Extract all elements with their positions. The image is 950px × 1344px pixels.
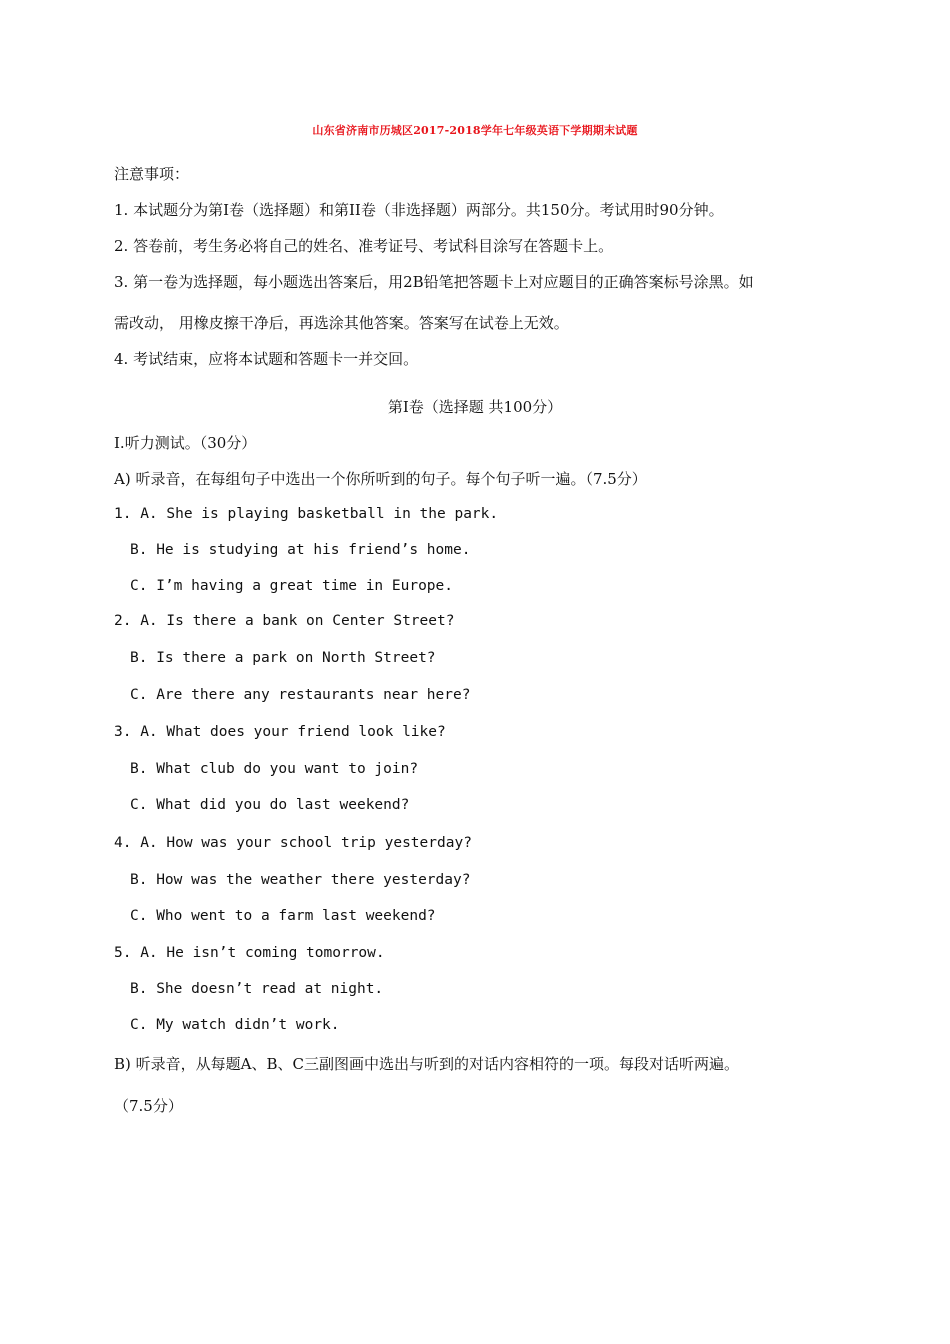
question-2-option-b: B. Is there a park on North Street? bbox=[130, 650, 436, 666]
question-5-option-a: 5. A. He isn’t coming tomorrow. bbox=[114, 945, 385, 961]
note-4: 4. 考试结束，应将本试题和答题卡一并交回。 bbox=[114, 350, 419, 368]
question-5-option-b: B. She doesn’t read at night. bbox=[130, 981, 384, 997]
question-1-option-c: C. I’m having a great time in Europe. bbox=[130, 578, 454, 594]
section-b-instruction: B) 听录音，从每题A、B、C三副图画中选出与听到的对话内容相符的一项。每段对话听两遍。 bbox=[114, 1055, 739, 1073]
question-1-option-b: B. He is studying at his friend’s home. bbox=[130, 542, 471, 558]
part-1-heading: 第Ⅰ卷（选择题 共100分） bbox=[387, 398, 563, 416]
note-1: 1. 本试题分为第Ⅰ卷（选择题）和第II卷（非选择题）两部分。共150分。考试用时90分钟。 bbox=[114, 201, 724, 219]
listening-section-heading: I.听力测试。（30分） bbox=[114, 434, 257, 452]
section-a-instruction: A) 听录音，在每组句子中选出一个你所听到的句子。每个句子听一遍。（7.5分） bbox=[114, 470, 647, 488]
note-3-line-1: 3. 第一卷为选择题，每小题选出答案后，用2B铅笔把答题卡上对应题目的正确答案标号涂黑。如 bbox=[114, 273, 754, 291]
question-2-option-c: C. Are there any restaurants near here? bbox=[130, 687, 471, 703]
question-3-option-c: C. What did you do last weekend? bbox=[130, 797, 410, 813]
notes-heading: 注意事项： bbox=[114, 165, 190, 183]
question-4-option-a: 4. A. How was your school trip yesterday? bbox=[114, 835, 472, 851]
section-b-score: （7.5分） bbox=[114, 1097, 183, 1115]
question-4-option-c: C. Who went to a farm last weekend? bbox=[130, 908, 436, 924]
question-5-option-c: C. My watch didn’t work. bbox=[130, 1017, 340, 1033]
question-1-option-a: 1. A. She is playing basketball in the park. bbox=[114, 506, 499, 522]
question-3-option-b: B. What club do you want to join? bbox=[130, 761, 419, 777]
note-3-line-2: 需改动， 用橡皮擦干净后，再选涂其他答案。答案写在试卷上无效。 bbox=[114, 314, 569, 332]
question-4-option-b: B. How was the weather there yesterday? bbox=[130, 872, 471, 888]
question-3-option-a: 3. A. What does your friend look like? bbox=[114, 724, 446, 740]
question-2-option-a: 2. A. Is there a bank on Center Street? bbox=[114, 613, 455, 629]
note-2: 2. 答卷前，考生务必将自己的姓名、准考证号、考试科目涂写在答题卡上。 bbox=[114, 237, 614, 255]
exam-title: 山东省济南市历城区2017-2018学年七年级英语下学期期末试题 bbox=[312, 124, 638, 137]
